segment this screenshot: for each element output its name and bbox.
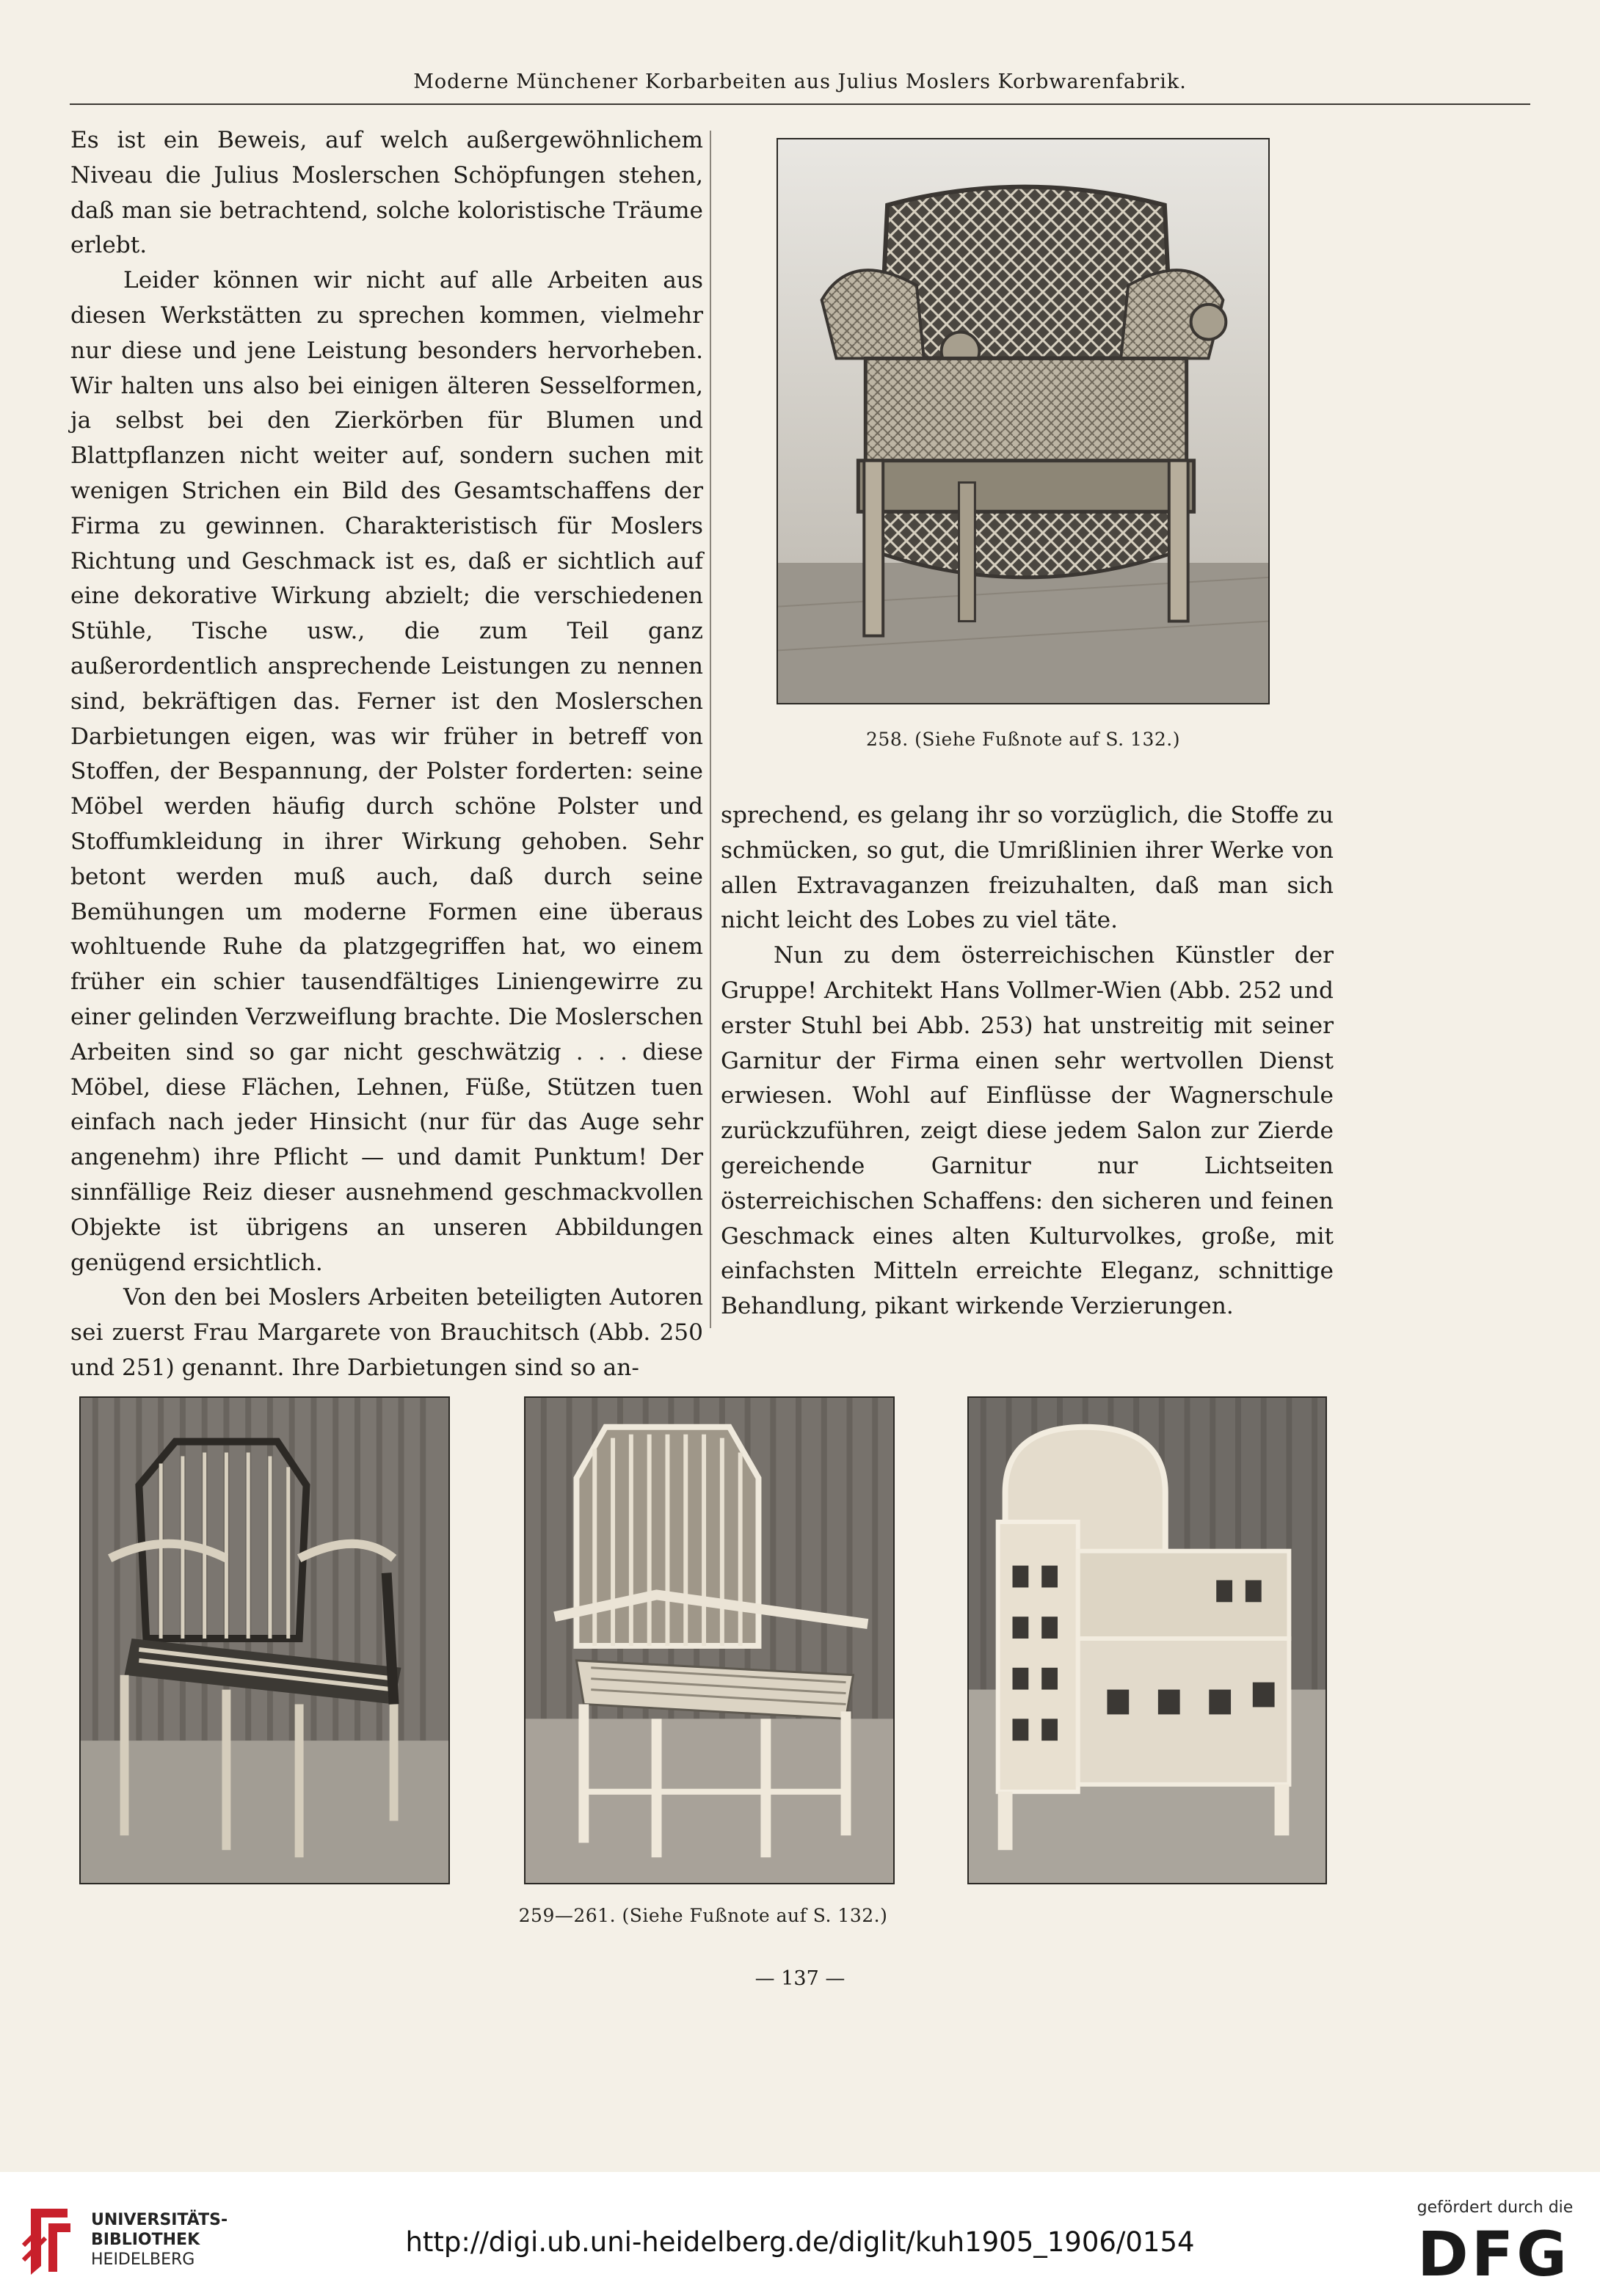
wicker-chair-angular-back-illustration: [81, 1398, 448, 1883]
figures-259-261-caption: 259—261. (Siehe Fußnote auf S. 132.): [518, 1905, 888, 1926]
figure-259-photo: [79, 1396, 450, 1884]
paragraph: Leider können wir nicht auf alle Arbeiten aus diesen Werkstätten zu sprechen kommen, vielmehr nur diese und jene Leistung besonders hervorheben. Wir halten uns also bei einigen älteren Sesselformen, ja selbst bei den Zierkörben für Blumen und Blattpflanzen nicht weiter auf, sondern suchen mit wenigen Strichen ein Bild des Gesamtschaffens der Firma zu gewinnen. Charakteristisch für Moslers Richtung und Geschmack ist es, daß er sichtlich auf eine dekorative Wirkung abzielt; die verschiedenen Stühle, Tische usw., die zum Teil ganz außerordentlich ansprechende Leistungen zu nennen sind, bekräftigen das. Ferner ist den Moslerschen Darbietungen eigen, was wir früher in betreff von Stoffen, der Bespannung, der Polster forderten: seine Möbel werden häufig durch schöne Polster und Stoffumkleidung in ihrer Wirkung gehoben. Sehr betont werden muß auch, daß durch seine Bemühungen um moderne Formen eine überaus wohltuende Ruhe da platzgegriffen hat, wo einem früher ein schier tausendfältiges Liniengewirre zu einer gelinden Verzweiflung brachte. Die Moslerschen Arbeiten sind so gar nicht geschwätzig . . . diese Möbel, diese Flächen, Lehnen, Füße, Stützen tuen einfach nach jeder Hinsicht (nur für das Auge sehr angenehm) ihre Pflicht — und damit Punktum! Der sinnfällige Reiz dieser ausnehmend geschmackvollen Objekte ist übrigens an unseren Abbildungen genügend ersichtlich.: [70, 267, 703, 1276]
paragraph: Von den bei Moslers Arbeiten beteiligten Autoren sei zuerst Frau Margarete von Brauchitsch (Abb. 250 und 251) genannt. Ihre Darbietungen sind so an-: [70, 1284, 703, 1381]
left-text-column: [70, 123, 703, 1386]
ub-heidelberg-logo-icon: [16, 2201, 82, 2282]
paragraph: Es ist ein Beweis, auf welch außergewöhnlichem Niveau die Julius Moslerschen Schöpfungen stehen, daß man sie betrachtend, solche koloristische Träume erlebt.: [70, 127, 703, 259]
library-name: [91, 2210, 228, 2270]
header-rule: [70, 103, 1530, 105]
right-text-column: [721, 798, 1334, 1324]
figure-258-caption: 258. (Siehe Fußnote auf S. 132.): [866, 729, 1180, 750]
dfg-logo: DFG: [1417, 2218, 1571, 2290]
library-name-line: HEIDELBERG: [91, 2251, 195, 2269]
permalink-url[interactable]: http://digi.ub.uni-heidelberg.de/diglit/kuh1905_1906/0154: [405, 2226, 1195, 2258]
page-number: — 137 —: [754, 1967, 846, 1990]
column-divider: [710, 131, 711, 1328]
paragraph: Nun zu dem österreichischen Künstler der Gruppe! Architekt Hans Vollmer-Wien (Abb. 252 und erster Stuhl bei Abb. 253) hat unstreitig mit seiner Garnitur der Firma einen sehr wertvollen Dienst erwiesen. Wohl auf Einflüsse der Wagnerschule zurückzuführen, zeigt diese jedem Salon zur Zierde gereichende Garnitur nur Lichtseiten österreichischen Schaffens: den sicheren und feinen Geschmack eines alten Kulturvolkes, große, mit einfachsten Mitteln erreichte Eleganz, schnittige Behandlung, pikant wirkende Verzierungen.: [721, 942, 1334, 1320]
running-title: Moderne Münchener Korbarbeiten aus Julius Moslers Korbwarenfabrik.: [413, 70, 1187, 93]
figure-260-photo: [524, 1396, 895, 1884]
funded-by-label: gefördert durch die: [1417, 2198, 1574, 2217]
wicker-chair-slatted-back-illustration: [526, 1398, 893, 1883]
digitization-footer: [0, 2172, 1600, 2296]
paragraph: sprechend, es gelang ihr so vorzüglich, die Stoffe zu schmücken, so gut, die Umrißlinien ihrer Werke von allen Extravaganzen freizuhalten, daß man sich nicht leicht des Lobes zu viel täte.: [721, 802, 1334, 934]
wicker-armchair-square-openings-illustration: [969, 1398, 1326, 1883]
library-name-line: BIBLIOTHEK: [91, 2231, 200, 2249]
figure-261-photo: [967, 1396, 1327, 1884]
armchair-rolled-arms-illustration: [778, 139, 1268, 703]
figure-258-photo: [777, 138, 1270, 704]
library-name-line: UNIVERSITÄTS-: [91, 2211, 228, 2229]
